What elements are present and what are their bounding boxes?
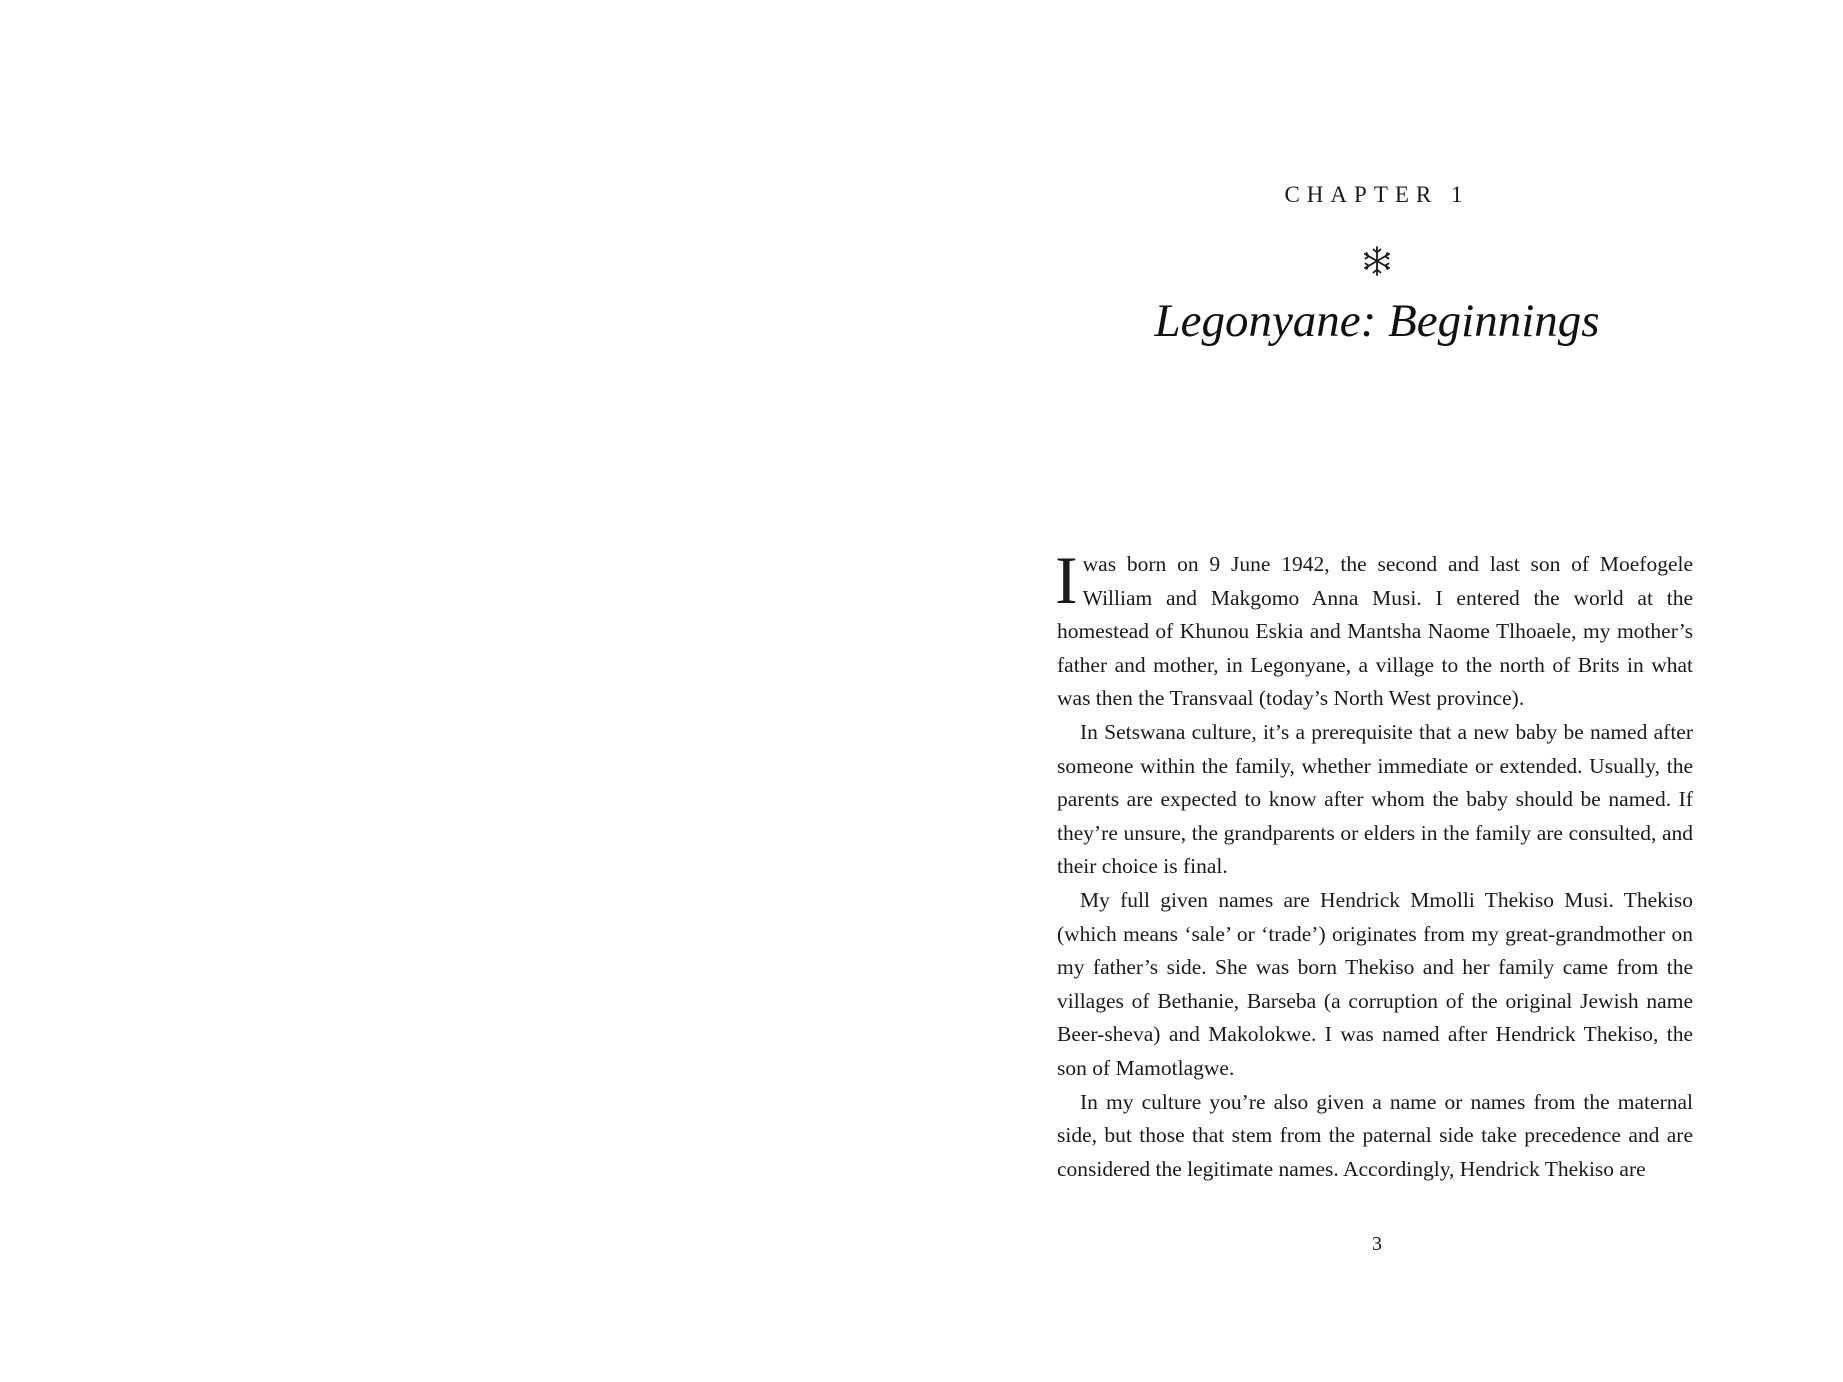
left-page-blank xyxy=(0,0,921,1382)
paragraph-1-text: was born on 9 June 1942, the second and last son of Moefogele William and Makgomo Anna Musi. I entered the world at the homestead of Khunou Eskia and Mantsha Naome Tlhoaele, my mother’s father and mother, in Legonyane, a village to the north of Brits in what was then the Transvaal (today’s North West province). xyxy=(1057,552,1693,711)
paragraph-1 xyxy=(1055,542,1693,716)
chapter-body xyxy=(1055,542,1693,1186)
paragraph-2: In Setswana culture, it’s a prerequisite that a new baby be named after someone within the family, whether immediate or extended. Usually, the parents are expected to know after whom the baby should be named. If they’re unsure, the grandparents or elders in the family are consulted, and their choice is final. xyxy=(1057,719,1693,879)
chapter-title: Legonyane: Beginnings xyxy=(1154,295,1600,347)
paragraph-3: My full given names are Hendrick Mmolli Thekiso Musi. Thekiso (which means ‘sale’ or ‘trade’) originates from my great-grandmother on my father’s side. She was born Thekiso and her family came from the villages of Bethanie, Barseba (a corruption of the original Jewish name Beer-sheva) and Makolokwe. I was named after Hendrick Thekiso, the son of Mamotlagwe. xyxy=(1057,887,1693,1080)
chapter-label: CHAPTER 1 xyxy=(1284,182,1470,207)
drop-cap: I xyxy=(1055,542,1078,618)
page-number: 3 xyxy=(1372,1233,1382,1255)
paragraph-4: In my culture you’re also given a name or names from the maternal side, but those that stem from the paternal side take precedence and are considered the legitimate names. Accordingly, Hendrick Thekiso are xyxy=(1057,1089,1693,1181)
asterisk-ornament-icon xyxy=(1357,241,1397,281)
